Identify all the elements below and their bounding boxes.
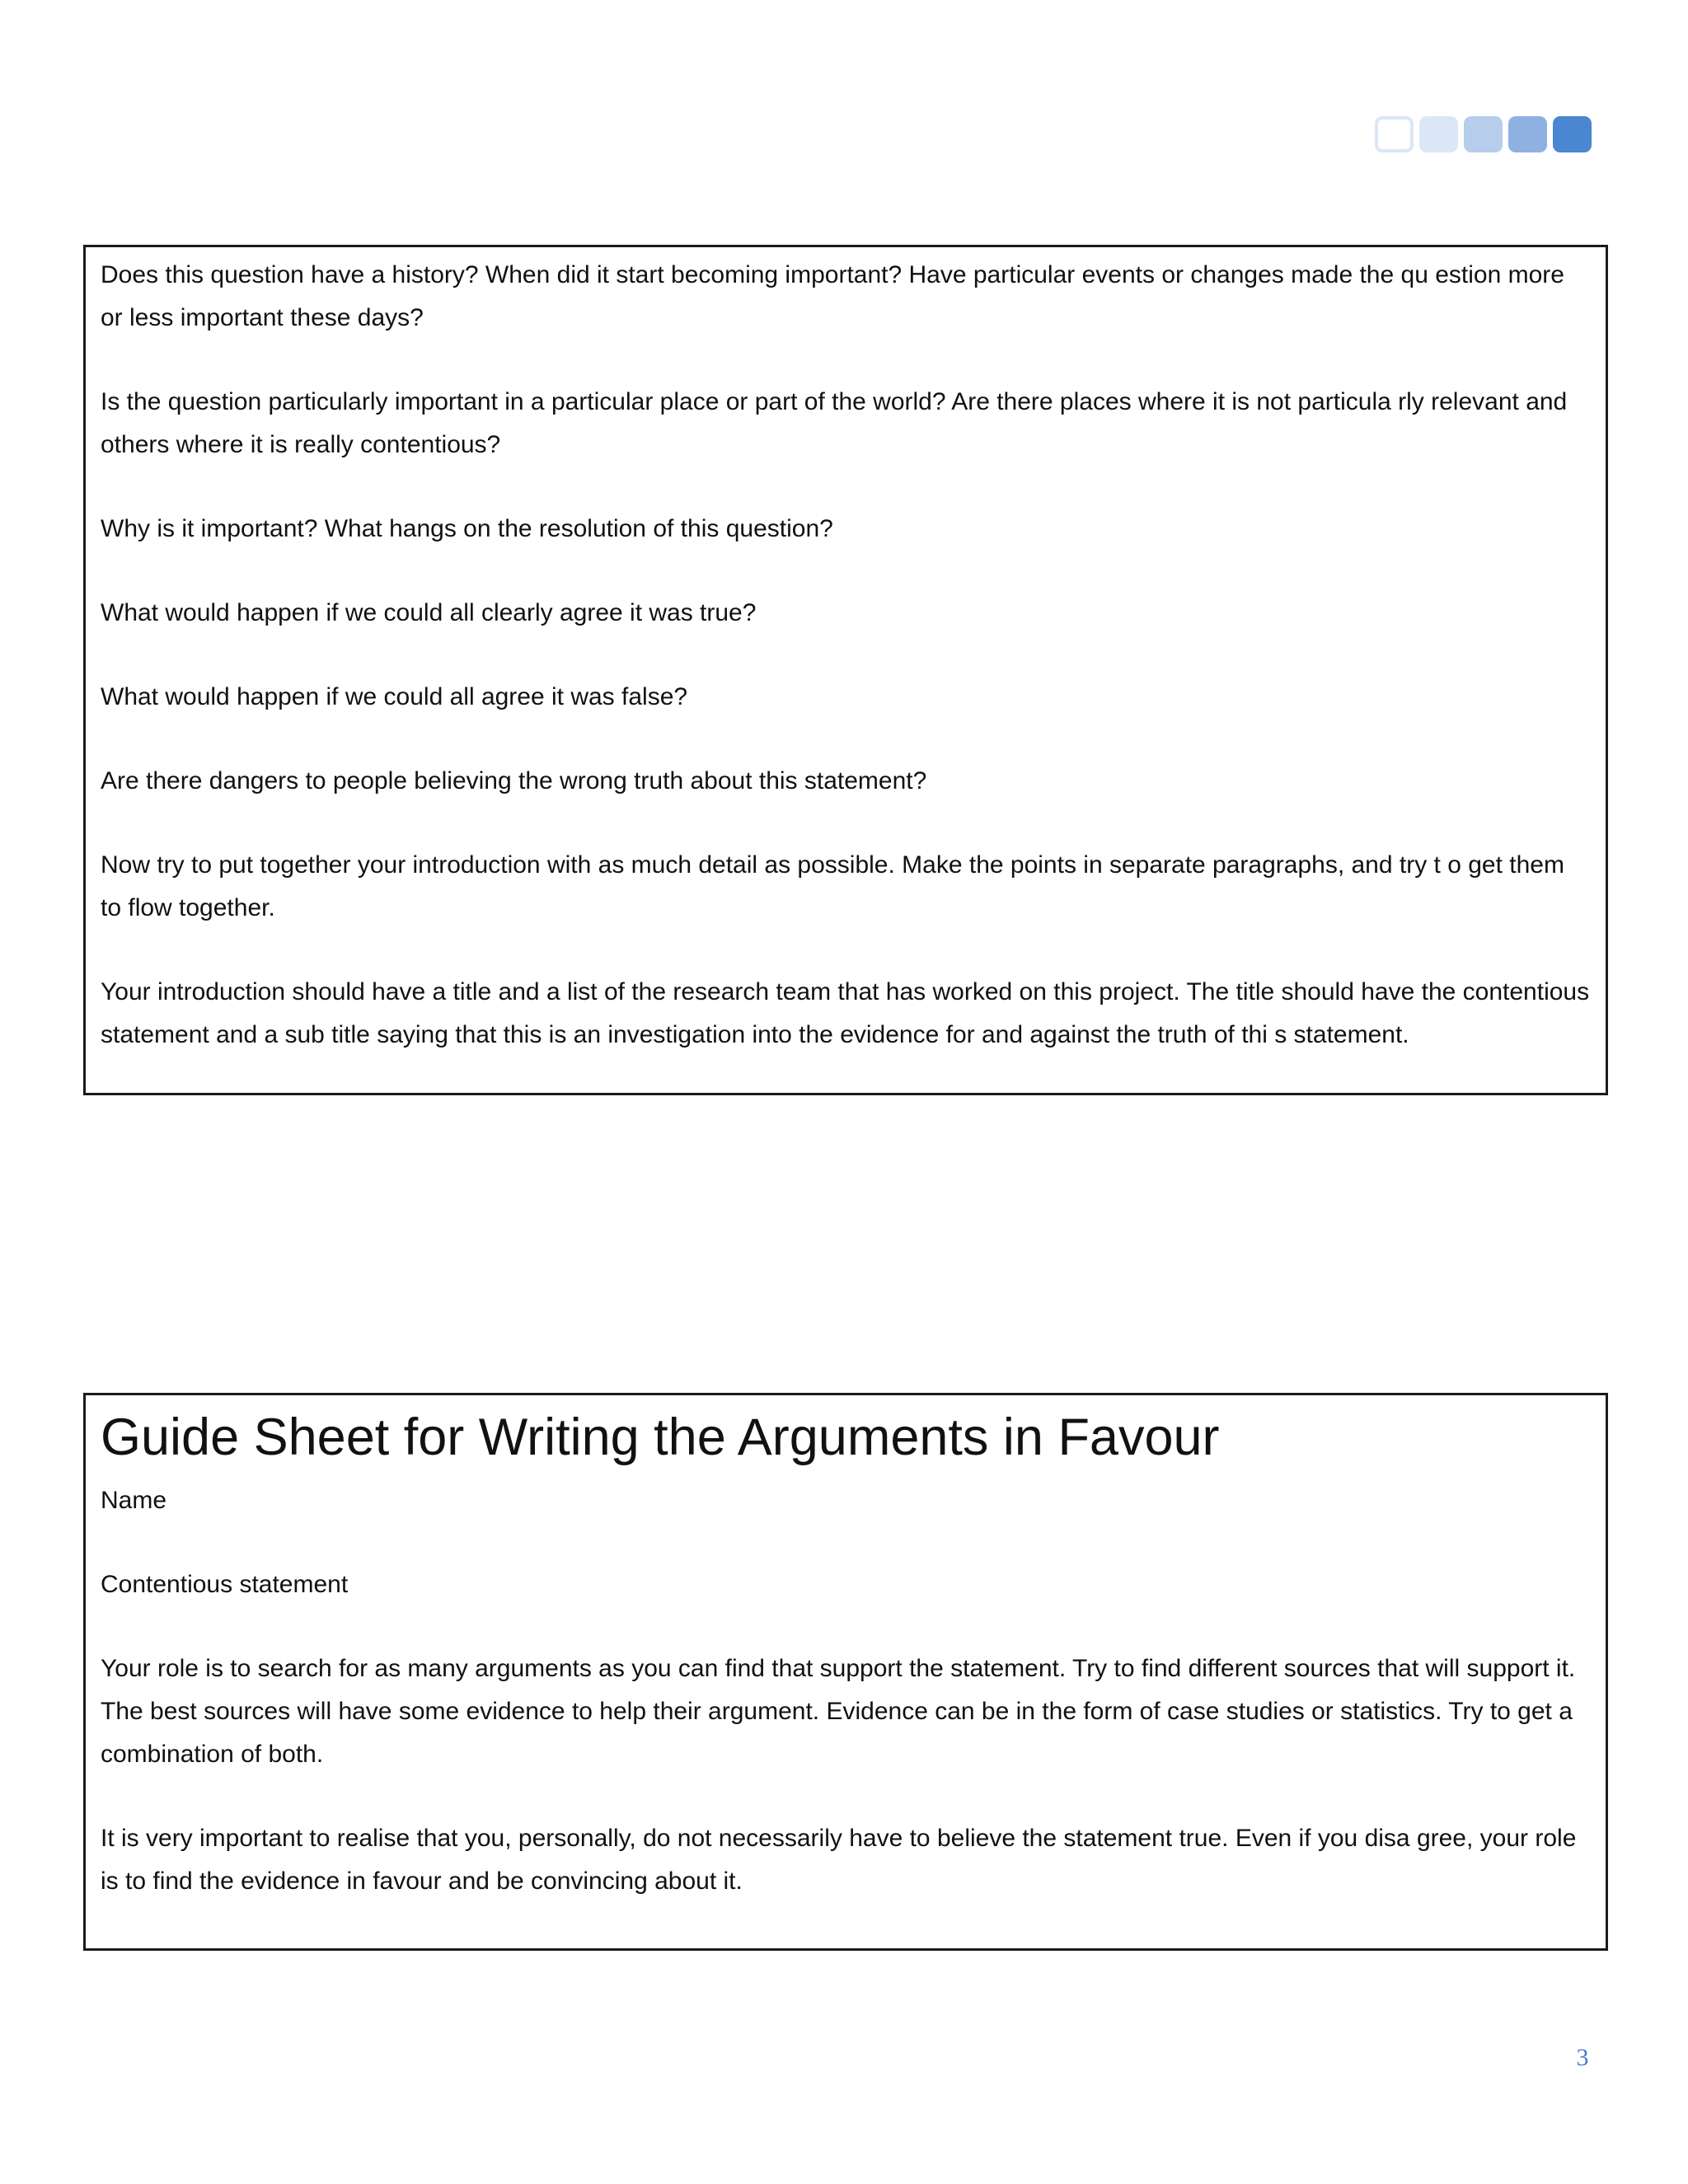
- page-number: 3: [1576, 2044, 1589, 2071]
- intro-paragraph: Does this question have a history? When did it start becoming important? Have particular events or changes made the qu estion more or less important these days?: [101, 261, 1564, 331]
- decor-square-1: [1375, 116, 1414, 152]
- guide-sheet-title: Guide Sheet for Writing the Arguments in Favour: [101, 1408, 1220, 1466]
- introduction-guidance-box: [83, 245, 1608, 1095]
- intro-paragraph: Now try to put together your introduction with as much detail as possible. Make the points in separate paragraphs, and try t o get them to flow together.: [101, 851, 1564, 921]
- intro-paragraph: Why is it important? What hangs on the resolution of this question?: [101, 515, 833, 542]
- decor-square-5: [1553, 116, 1592, 152]
- intro-paragraph: Is the question particularly important in a particular place or part of the world? Are there places where it is not particula rly relevant and others where it is really contentious?: [101, 388, 1568, 458]
- intro-paragraph: Are there dangers to people believing the wrong truth about this statement?: [101, 767, 927, 794]
- name-label: Name: [101, 1487, 167, 1514]
- decor-square-2: [1419, 116, 1458, 152]
- intro-paragraph: Your introduction should have a title and a list of the research team that has worked on this project. The title should have the contentious statement and a sub title saying that this is an investigation into the evidence for and against the truth of thi s statement.: [101, 978, 1590, 1048]
- decor-square-3: [1464, 116, 1503, 152]
- guide-paragraph: It is very important to realise that you, personally, do not necessarily have to believe the statement true. Even if you disa gree, your role is to find the evidence in favour and be convincing about it.: [101, 1825, 1577, 1895]
- intro-paragraph: What would happen if we could all agree it was false?: [101, 683, 688, 710]
- stepped-squares-icon: [1375, 116, 1592, 152]
- contentious-statement-label: Contentious statement: [101, 1571, 349, 1598]
- guide-sheet-box: [83, 1393, 1608, 1951]
- guide-paragraph: Your role is to search for as many arguments as you can find that support the statement. Try to find different sources that will support it. The best sources will have some evidence to help their argument. Evidence can be in the form of case studies or statistics. Try to get a combination of both.: [101, 1655, 1576, 1768]
- decor-square-4: [1508, 116, 1547, 152]
- intro-paragraph: What would happen if we could all clearly agree it was true?: [101, 599, 757, 626]
